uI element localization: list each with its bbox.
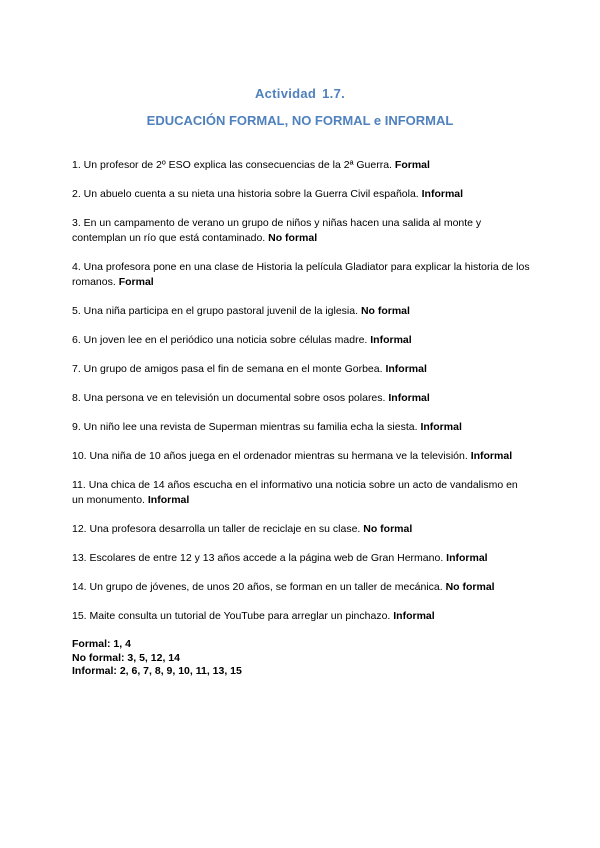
list-item (72, 187, 532, 202)
item-text: 12. Una profesora desarrolla un taller de reciclaje en su clase. (72, 523, 361, 535)
item-answer: Informal (393, 610, 435, 622)
item-answer: No formal (360, 305, 410, 317)
answer-summary (72, 638, 532, 679)
item-text: 4. Una profesora pone en una clase de Historia la película Gladiator para explicar la historia de los romanos. (72, 261, 530, 288)
item-answer: Informal (147, 494, 190, 506)
exercise-list (72, 158, 532, 679)
item-text: 8. Una persona ve en televisión un documental sobre osos polares. (72, 392, 386, 404)
list-item (72, 609, 532, 624)
summary-informal: Informal: 2, 6, 7, 8, 9, 10, 11, 13, 15 (72, 665, 242, 677)
activity-number: 1.7. (322, 86, 346, 101)
list-item (72, 391, 532, 406)
item-answer: Informal (370, 334, 412, 346)
list-item (72, 158, 532, 173)
item-text: 7. Un grupo de amigos pasa el fin de semana en el monte Gorbea. (72, 363, 383, 375)
item-answer: Informal (385, 363, 427, 375)
list-item (72, 420, 532, 435)
item-answer: Informal (388, 392, 430, 404)
list-item (72, 449, 532, 464)
activity-title (0, 86, 600, 101)
activity-label: Actividad (254, 86, 317, 101)
list-item (72, 580, 532, 595)
list-item (72, 522, 532, 537)
item-answer: No formal (445, 581, 495, 593)
item-answer: Formal (394, 159, 430, 171)
item-text: 13. Escolares de entre 12 y 13 años accede a la página web de Gran Hermano. (72, 552, 444, 564)
item-text: 3. En un campamento de verano un grupo de niños y niñas hacen una salida al monte y contemplan un río que está contaminado. (72, 217, 482, 244)
item-text: 15. Maite consulta un tutorial de YouTube para arreglar un pinchazo. (72, 610, 391, 622)
item-text: 9. Un niño lee una revista de Superman mientras su familia echa la siesta. (72, 421, 418, 433)
item-text: 6. Un joven lee en el periódico una noticia sobre células madre. (72, 334, 368, 346)
item-answer: Informal (470, 450, 513, 462)
item-text: 14. Un grupo de jóvenes, de unos 20 años, se forman en un taller de mecánica. (72, 581, 443, 593)
item-answer: Informal (421, 188, 464, 200)
list-item (72, 333, 532, 348)
item-text: 11. Una chica de 14 años escucha en el informativo una noticia sobre un acto de vandalismo en un monumento. (72, 479, 518, 506)
list-item (72, 216, 532, 246)
item-text: 2. Un abuelo cuenta a su nieta una historia sobre la Guerra Civil española. (72, 188, 419, 200)
item-text: 5. Una niña participa en el grupo pastoral juvenil de la iglesia. (72, 305, 359, 317)
item-text: 10. Una niña de 10 años juega en el ordenador mientras su hermana ve la televisión. (72, 450, 468, 462)
list-item (72, 362, 532, 377)
item-answer: Informal (446, 552, 488, 564)
list-item (72, 304, 532, 319)
item-text: 1. Un profesor de 2º ESO explica las consecuencias de la 2ª Guerra. (72, 159, 392, 171)
list-item (72, 478, 532, 508)
item-answer: No formal (268, 232, 318, 244)
item-answer: Formal (118, 276, 154, 288)
list-item (72, 260, 532, 290)
page-title: EDUCACIÓN FORMAL, NO FORMAL e INFORMAL (146, 113, 454, 128)
list-item (72, 551, 532, 566)
summary-formal: Formal: 1, 4 (72, 638, 131, 650)
summary-no-formal: No formal: 3, 5, 12, 14 (72, 651, 180, 664)
item-answer: Informal (420, 421, 462, 433)
item-answer: No formal (363, 523, 413, 535)
